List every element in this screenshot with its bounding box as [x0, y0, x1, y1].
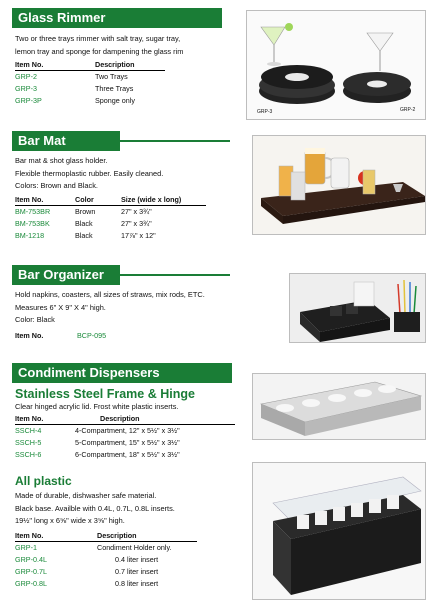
section-title: Condiment Dispensers [18, 365, 160, 380]
section-title: Bar Organizer [18, 267, 104, 282]
stainless-dispenser-photo [252, 373, 426, 440]
desc-line: lemon tray and sponge for dampening the glass rim [15, 46, 184, 56]
col-header: Item No. [15, 414, 75, 425]
all-plastic-subheading: All plastic [15, 474, 72, 488]
plastic-dispenser-photo [252, 462, 426, 600]
item-code: GRP-0.8L [15, 579, 47, 588]
desc-line: Bar mat & shot glass holder. [15, 156, 108, 165]
table-row [15, 542, 197, 555]
table-row [15, 83, 165, 95]
bar-organizer-item [15, 331, 106, 340]
table-header [15, 531, 197, 542]
col-header: Description [75, 414, 235, 425]
item-code: GRP-3 [15, 84, 37, 93]
glass-rimmer-description [15, 33, 183, 58]
item-desc: Two Trays [95, 72, 128, 81]
item-code: BM-753BR [15, 207, 51, 216]
item-code: SSCH-6 [15, 450, 42, 459]
table-row [15, 437, 235, 449]
item-color: Brown [75, 207, 96, 216]
item-desc: 0.8 liter insert [115, 579, 159, 588]
item-code: BM-753BK [15, 219, 50, 228]
table-row [15, 71, 165, 84]
item-code: SSCH-5 [15, 438, 42, 447]
col-header: Description [97, 531, 197, 542]
col-header: Color [75, 195, 121, 206]
glass-rimmer-table [15, 60, 165, 107]
desc-line: Made of durable, dishwasher safe material. [15, 491, 157, 500]
all-plastic-description [15, 490, 175, 528]
item-code: GRP-2 [15, 72, 37, 81]
table-row [15, 554, 197, 566]
item-desc: 6-Compartment, 18" x 5½" x 3½" [75, 450, 180, 459]
table-header [15, 195, 206, 206]
item-code: GRP-0.4L [15, 555, 47, 564]
col-header: Item No. [15, 531, 97, 542]
stainless-subheading: Stainless Steel Frame & Hinge [15, 387, 195, 401]
table-header [15, 60, 165, 71]
item-code: GRP-1 [15, 543, 37, 552]
desc-line: Colors: Brown and Black. [15, 181, 98, 190]
item-code: SSCH-4 [15, 426, 42, 435]
glass-rimmer-photo [246, 10, 426, 120]
banner-rule [120, 140, 230, 142]
section-title: Bar Mat [18, 133, 66, 148]
desc-line: Black base. Availble with 0.4L, 0.7L, 0.8L inserts. [15, 503, 175, 513]
table-row [15, 230, 206, 242]
item-code: GRP-3P [15, 96, 42, 105]
item-label: Item No. [15, 331, 44, 340]
desc-line: Clear hinged acrylic lid. Frost white plastic inserts. [15, 402, 179, 411]
item-size: 17⅞" x 12" [121, 231, 156, 240]
bar-organizer-description [15, 289, 205, 327]
table-row [15, 578, 197, 590]
item-size: 27" x 3¾" [121, 219, 152, 228]
item-color: Black [75, 231, 93, 240]
glass-rimmer-banner [12, 8, 222, 28]
item-desc: Condiment Holder only. [97, 543, 172, 552]
item-size: 27" x 3¾" [121, 207, 152, 216]
desc-line: Color: Black [15, 315, 55, 324]
table-header [15, 414, 235, 425]
col-header: Item No. [15, 60, 95, 71]
item-desc: 5-Compartment, 15" x 5½" x 3½" [75, 438, 180, 447]
bar-mat-photo [252, 135, 426, 235]
stainless-table [15, 414, 235, 461]
plastic-dispenser-illustration [253, 463, 426, 600]
desc-line: 19½" long x 6⅝" wide x 3⅝" high. [15, 516, 125, 525]
item-color: Black [75, 219, 93, 228]
desc-line: Measures 6" X 9" X 4" high. [15, 302, 106, 312]
table-row [15, 218, 206, 230]
section-title: Glass Rimmer [18, 10, 106, 25]
glass-rimmer-illustration [247, 11, 426, 120]
bar-mat-banner [12, 131, 120, 151]
bar-organizer-illustration [290, 274, 426, 343]
bar-mat-table [15, 195, 206, 242]
all-plastic-table [15, 531, 197, 590]
bar-mat-illustration [253, 136, 426, 235]
photo-label: GRP-2 [400, 107, 416, 113]
photo-label: GRP-3 [257, 109, 273, 115]
item-desc: 4-Compartment, 12" x 5½" x 3½" [75, 426, 180, 435]
desc-line: Flexible thermoplastic rubber. Easily cleaned. [15, 168, 164, 178]
condiment-banner [12, 363, 232, 383]
item-desc: 0.4 liter insert [115, 555, 159, 564]
bar-mat-description [15, 155, 163, 193]
item-code: GRP-0.7L [15, 567, 47, 576]
bar-organizer-photo [289, 273, 426, 343]
table-row [15, 449, 235, 461]
item-desc: 0.7 liter insert [115, 567, 159, 576]
desc-line: Hold napkins, coasters, all sizes of straws, mix rods, ETC. [15, 290, 205, 299]
item-code: BCP-095 [77, 331, 107, 340]
stainless-dispenser-illustration [253, 374, 426, 440]
table-row [15, 425, 235, 438]
item-code: BM-1218 [15, 231, 45, 240]
table-row [15, 206, 206, 219]
col-header: Item No. [15, 195, 75, 206]
table-row [15, 95, 165, 107]
stainless-description [15, 401, 178, 414]
desc-line: Two or three trays rimmer with salt tray, sugar tray, [15, 34, 181, 43]
item-desc: Sponge only [95, 96, 135, 105]
col-header: Size (wide x long) [121, 195, 206, 206]
col-header: Description [95, 60, 165, 71]
item-desc: Three Trays [95, 84, 134, 93]
banner-rule [120, 274, 230, 276]
bar-organizer-banner [12, 265, 120, 285]
table-row [15, 566, 197, 578]
